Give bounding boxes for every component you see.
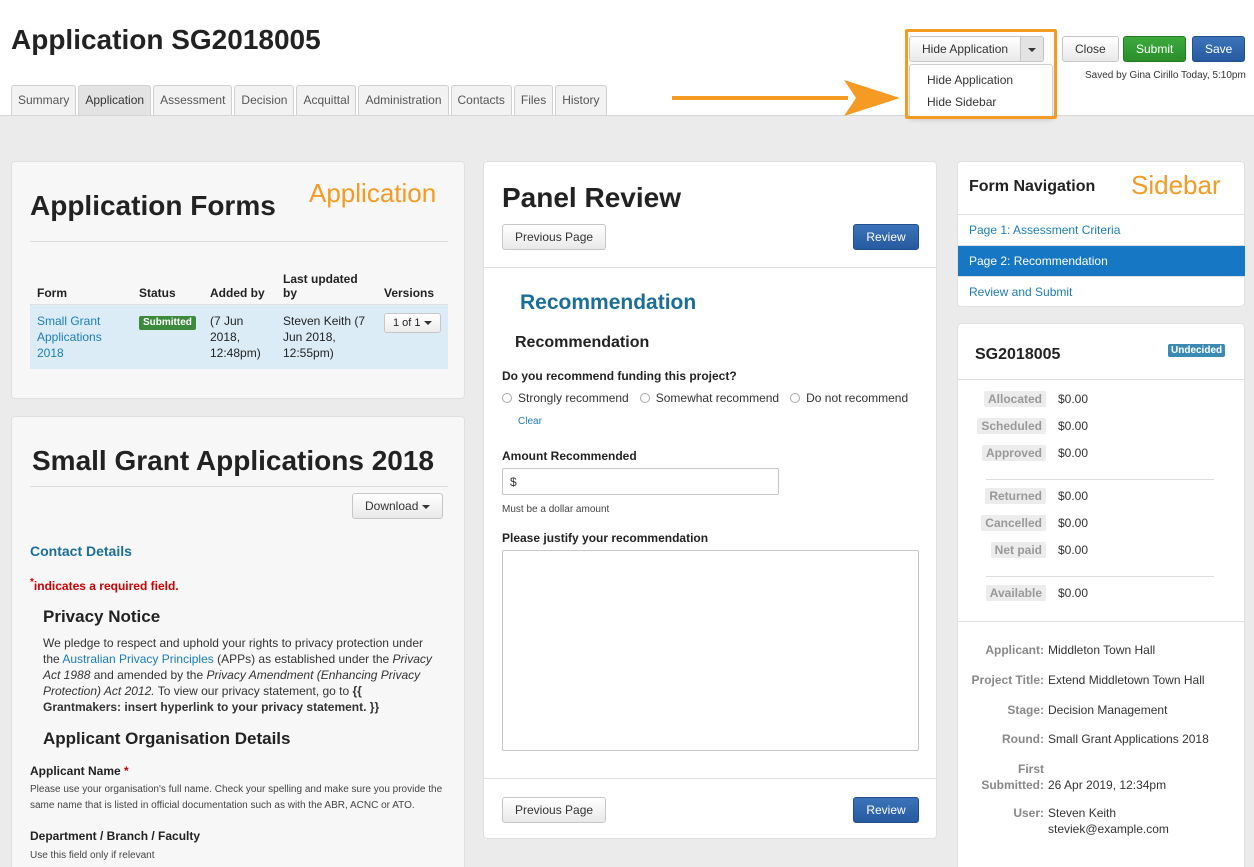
grant-form-panel [11, 416, 465, 867]
amount-label: Cancelled [981, 515, 1046, 531]
column-header: Versions [377, 262, 448, 304]
divider [484, 267, 936, 268]
grant-form-title: Small Grant Applications 2018 [32, 445, 434, 476]
panel-review-title: Panel Review [502, 182, 681, 213]
required-note-text: indicates a required field. [33, 579, 179, 593]
form-navigation-panel [957, 161, 1245, 307]
amount-label: Available [986, 585, 1046, 601]
radio-label: Somewhat recommend [655, 391, 780, 405]
status-badge: Submitted [139, 316, 196, 330]
tab-history[interactable]: History [555, 85, 606, 115]
contact-details-heading: Contact Details [30, 543, 132, 559]
first-submitted-label-line: Submitted: [981, 778, 1044, 792]
amount-help: Must be a dollar amount [502, 504, 610, 515]
tab-administration[interactable]: Administration [358, 85, 448, 115]
application-forms-table [30, 262, 448, 369]
tab-files[interactable]: Files [514, 85, 553, 115]
previous-page-button-bottom[interactable]: Previous Page [502, 797, 606, 823]
page-title: Application SG2018005 [11, 24, 321, 55]
submit-button[interactable]: Submit [1123, 36, 1186, 62]
divider [986, 576, 1214, 577]
added-by-cell: (7 Jun 2018, 12:48pm) [203, 304, 276, 369]
first-submitted-value: 26 Apr 2019, 12:34pm [1048, 778, 1167, 792]
project-title-label: Project Title: [971, 673, 1044, 687]
privacy-act-name: Privacy Amendment (Enhancing Privacy Protection) Act 2012. [43, 668, 421, 698]
review-button-bottom[interactable]: Review [853, 797, 919, 823]
save-button[interactable]: Save [1192, 36, 1245, 62]
amount-value: $0.00 [1058, 392, 1089, 406]
previous-page-button-top[interactable]: Previous Page [502, 224, 606, 250]
form-navigation-title: Form Navigation [969, 178, 1096, 195]
tab-decision[interactable]: Decision [234, 85, 294, 115]
column-header: Status [132, 262, 203, 304]
column-header: Last updated by [276, 262, 377, 304]
clear-link[interactable]: Clear [518, 416, 542, 427]
applicant-name-label-text: Applicant Name [30, 764, 121, 778]
amount-label: Approved [982, 445, 1046, 461]
divider [30, 486, 448, 487]
privacy-text [43, 635, 433, 715]
privacy-placeholder: {{ Grantmakers: insert hyperlink to your privacy statement. }} [43, 684, 380, 714]
form-link[interactable]: Small Grant Applications 2018 [37, 313, 102, 360]
user-label: User: [1013, 806, 1044, 820]
chevron-down-icon [424, 321, 432, 325]
privacy-act-name: Privacy Act 1988 [43, 652, 432, 682]
privacy-text-part: (APPs) as established under the [217, 652, 390, 666]
amount-label: Amount Recommended [502, 449, 637, 463]
nav-item-recommendation[interactable]: Page 2: Recommendation [958, 245, 1245, 276]
applicant-link[interactable]: Middleton Town Hall [1048, 643, 1156, 657]
privacy-text-part: and amended by the [93, 668, 204, 682]
radio-somewhat-recommend[interactable] [640, 391, 779, 405]
divider [986, 479, 1214, 480]
applicant-name-help: Please use your organisation's full name. Check your spelling and make sure you provide the same name that is listed in official documentation such as with the ABR, ACNC or ATO. [30, 784, 443, 811]
amount-label: Net paid [991, 542, 1046, 558]
tab-summary[interactable]: Summary [11, 85, 76, 115]
required-note: *indicates a required field. [30, 577, 179, 593]
amount-value: $0.00 [1058, 489, 1089, 503]
privacy-principles-link[interactable]: Australian Privacy Principles [62, 652, 214, 666]
divider [958, 379, 1244, 380]
amount-prefix: $ [510, 475, 517, 489]
stage-label: Stage: [1007, 703, 1044, 717]
menu-item-hide-sidebar[interactable]: Hide Sidebar [927, 95, 997, 109]
department-label: Department / Branch / Faculty [30, 829, 201, 843]
privacy-text-part: To view our privacy statement, go to [157, 684, 350, 698]
stage-value: Decision Management [1048, 703, 1168, 717]
application-forms-panel [11, 161, 465, 399]
tab-assessment[interactable]: Assessment [153, 85, 232, 115]
hide-dropdown-menu [909, 64, 1053, 118]
round-label: Round: [1002, 732, 1044, 746]
nav-item-assessment-criteria[interactable]: Page 1: Assessment Criteria [958, 214, 1245, 245]
divider [958, 621, 1244, 622]
table-header-row [30, 262, 448, 304]
page-header [0, 0, 1254, 116]
round-link[interactable]: Small Grant Applications 2018 [1048, 732, 1209, 746]
amount-label: Allocated [984, 391, 1046, 407]
radio-do-not-recommend[interactable] [790, 391, 908, 405]
table-row [30, 304, 448, 369]
amount-label: Scheduled [977, 418, 1046, 434]
chevron-down-icon [1028, 48, 1036, 52]
chevron-down-icon [422, 505, 430, 509]
first-submitted-label [981, 761, 1044, 793]
amount-value: $0.00 [1058, 446, 1089, 460]
saved-status: Saved by Gina Cirillo Today, 5:10pm [1085, 70, 1246, 81]
amount-label: Returned [985, 488, 1046, 504]
first-submitted-label-line: First [1017, 762, 1044, 776]
column-header: Form [30, 262, 132, 304]
download-button[interactable] [352, 493, 443, 519]
radio-circle[interactable] [790, 393, 800, 403]
review-button-top[interactable]: Review [853, 224, 919, 250]
tab-contacts[interactable]: Contacts [451, 85, 512, 115]
menu-item-hide-application[interactable]: Hide Application [927, 73, 1014, 87]
amount-value: $0.00 [1058, 516, 1089, 530]
divider [30, 241, 448, 242]
radio-label: Strongly recommend [518, 391, 629, 405]
privacy-text-part: We pledge to respect and uphold your rights to privacy protection under the [43, 636, 424, 666]
last-updated-cell: Steven Keith (7 Jun 2018, 12:55pm) [276, 304, 377, 369]
versions-label: 1 of 1 [393, 316, 421, 329]
radio-strongly-recommend[interactable] [502, 391, 629, 405]
recommendation-subheading: Recommendation [515, 334, 650, 351]
recommendation-heading: Recommendation [520, 291, 697, 314]
application-forms-title: Application Forms [30, 190, 276, 221]
column-header: Added by [203, 262, 276, 304]
funding-question: Do you recommend funding this project? [502, 369, 737, 383]
applicant-name-label [30, 764, 129, 778]
tab-application[interactable]: Application [78, 85, 151, 115]
annotation-application: Application [309, 178, 437, 208]
decision-status-badge: Undecided [1168, 344, 1225, 357]
project-title-value: Extend Middletown Town Hall [1048, 673, 1205, 687]
radio-circle[interactable] [640, 393, 650, 403]
tab-acquittal[interactable]: Acquittal [296, 85, 356, 115]
justify-textarea[interactable] [502, 550, 919, 751]
user-name: Steven Keith [1048, 806, 1117, 820]
download-label: Download [365, 499, 419, 513]
recommend-radio-group [502, 391, 919, 405]
close-button[interactable]: Close [1062, 36, 1119, 62]
hide-application-button[interactable]: Hide Application [909, 36, 1021, 62]
amount-value: $0.00 [1058, 543, 1089, 557]
annotation-sidebar: Sidebar [1131, 170, 1221, 200]
org-details-heading: Applicant Organisation Details [43, 729, 291, 748]
amount-input[interactable] [502, 468, 779, 495]
nav-item-review-submit[interactable]: Review and Submit [958, 276, 1245, 307]
applicant-label: Applicant: [985, 643, 1044, 657]
required-asterisk: * [124, 764, 129, 778]
divider [484, 778, 936, 779]
privacy-heading: Privacy Notice [43, 607, 161, 626]
hide-split-button [909, 36, 1044, 62]
radio-label: Do not recommend [806, 391, 909, 405]
justify-label: Please justify your recommendation [502, 531, 709, 545]
tab-bar [11, 85, 609, 115]
panel-review-panel [483, 161, 937, 839]
versions-dropdown[interactable] [384, 313, 441, 333]
arrow-icon [670, 68, 910, 128]
radio-circle[interactable] [502, 393, 512, 403]
application-summary-panel [957, 323, 1245, 867]
summary-app-id: SG2018005 [975, 346, 1061, 363]
amount-value: $0.00 [1058, 419, 1089, 433]
hide-dropdown-toggle[interactable] [1021, 36, 1044, 62]
amount-value: $0.00 [1058, 586, 1089, 600]
department-help: Use this field only if relevant [30, 850, 155, 861]
user-email-link[interactable]: steviek@example.com [1048, 822, 1169, 836]
